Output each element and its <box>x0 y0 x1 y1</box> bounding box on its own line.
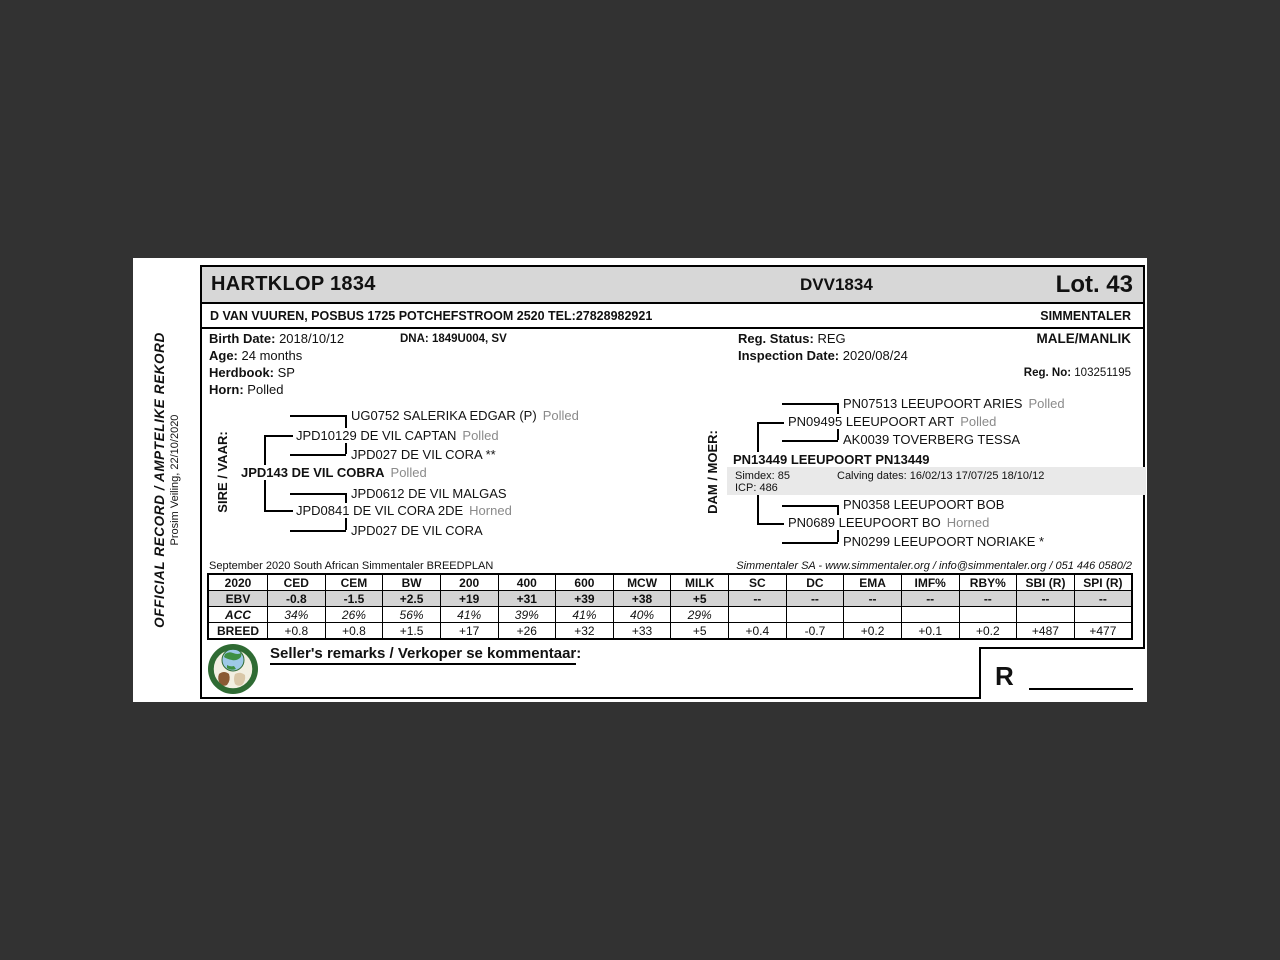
bp-cell: 39% <box>498 607 556 623</box>
sex-field: MALE/MANLIK <box>1036 331 1131 346</box>
bp-cell: +38 <box>613 591 671 607</box>
bp-cell: 41% <box>440 607 498 623</box>
pedigree-node-dam-granddam-dam: PN0299 LEEUPOORT NORIAKE * <box>842 534 1053 549</box>
dam-simdex: Simdex: 85 <box>735 470 791 482</box>
dam-name: PN13449 LEEUPOORT PN13449 <box>732 452 939 467</box>
bp-cell: +32 <box>556 623 614 640</box>
official-record-title: OFFICIAL RECORD / AMPTELIKE REKORD <box>151 332 167 628</box>
reg-status-field: Reg. Status: REG <box>738 331 846 346</box>
breedplan-caption: September 2020 South African Simmentaler BREEDPLAN <box>209 560 494 572</box>
pedigree-node-dam-sire: PN09495 LEEUPOORT ART Polled <box>787 414 999 429</box>
bp-cell: -- <box>959 591 1017 607</box>
bp-col-header: 600 <box>556 574 614 591</box>
bp-col-header: CEM <box>325 574 383 591</box>
sire-tree-label: SIRE / VAAR: <box>215 431 230 513</box>
bp-row-label: EBV <box>208 591 268 607</box>
pedigree-node-dam-dam: PN0689 LEEUPOORT BO Horned <box>787 515 992 530</box>
bp-col-header: DC <box>786 574 844 591</box>
pedigree-node-dam-grandsire-dam: AK0039 TOVERBERG TESSA <box>842 432 1029 447</box>
pedigree-node-sire-grandsire-dam: JPD027 DE VIL CORA ** <box>350 447 505 462</box>
price-write-in-line <box>1029 688 1133 690</box>
bp-cell: +33 <box>613 623 671 640</box>
price-currency-prefix: R <box>995 661 1014 691</box>
simmentaler-logo-icon <box>207 643 259 700</box>
dam-tree-label: DAM / MOER: <box>705 430 720 514</box>
herdbook-field: Herdbook: SP <box>209 365 295 380</box>
bp-cell: +31 <box>498 591 556 607</box>
dna-field: DNA: 1849U004, SV <box>400 333 507 345</box>
birth-date-field: Birth Date: 2018/10/12 <box>209 331 345 346</box>
reg-no-field: Reg. No: 103251195 <box>1023 367 1131 379</box>
bp-col-header: EMA <box>844 574 902 591</box>
bp-cell: +0.8 <box>268 623 326 640</box>
bp-cell <box>786 607 844 623</box>
bp-cell: +26 <box>498 623 556 640</box>
bp-cell: +1.5 <box>383 623 441 640</box>
inspection-date-field: Inspection Date: 2020/08/24 <box>738 348 908 363</box>
pedigree-node-sire-grandsire-sire: UG0752 SALERIKA EDGAR (P) Polled <box>350 408 582 423</box>
bp-cell <box>844 607 902 623</box>
bp-row-ebv <box>208 591 1132 607</box>
price-box <box>979 647 1145 699</box>
bp-cell <box>959 607 1017 623</box>
bp-row-breed <box>208 623 1132 640</box>
dam-icp: ICP: 486 <box>735 482 778 494</box>
bp-cell: -0.8 <box>268 591 326 607</box>
breedplan-table <box>207 573 1133 640</box>
bp-cell: 29% <box>671 607 729 623</box>
bp-cell: +0.1 <box>901 623 959 640</box>
bp-cell: 34% <box>268 607 326 623</box>
bp-cell: 26% <box>325 607 383 623</box>
bp-cell <box>901 607 959 623</box>
age-field: Age: 24 months <box>209 348 303 363</box>
horn-field: Horn: Polled <box>209 382 284 397</box>
bp-cell: -- <box>1074 591 1132 607</box>
animal-details <box>202 329 1143 397</box>
bp-col-header: SBI (R) <box>1017 574 1075 591</box>
bp-cell: +2.5 <box>383 591 441 607</box>
breedplan-caption-row <box>202 557 1143 573</box>
bp-row-label: BREED <box>208 623 268 640</box>
bp-col-header: BW <box>383 574 441 591</box>
bp-col-header: MILK <box>671 574 729 591</box>
dam-fertility-band <box>727 467 1146 495</box>
header-bar <box>202 267 1143 304</box>
bp-cell: +477 <box>1074 623 1132 640</box>
lot-number: Lot. 43 <box>1055 271 1133 298</box>
pedigree-node-sire-granddam-dam: JPD027 DE VIL CORA <box>350 523 492 538</box>
official-record-sidebar <box>133 258 199 702</box>
animal-code: DVV1834 <box>800 275 873 294</box>
bp-cell: 40% <box>613 607 671 623</box>
catalog-page <box>133 258 1147 702</box>
auction-date-label: Prosim Veiling, 22/10/2020 <box>168 414 181 546</box>
owner-row <box>202 304 1143 329</box>
owner-contact: D VAN VUUREN, POSBUS 1725 POTCHEFSTROOM 2520 TEL:27828982921 <box>210 308 653 323</box>
animal-name: HARTKLOP 1834 <box>211 273 376 295</box>
bp-cell: +0.8 <box>325 623 383 640</box>
bp-cell: 56% <box>383 607 441 623</box>
bp-cell: -1.5 <box>325 591 383 607</box>
footer-section <box>202 640 1143 699</box>
pedigree-node-dam-grandsire-sire: PN07513 LEEUPOORT ARIES Polled <box>842 396 1068 411</box>
bp-cell: +0.2 <box>959 623 1017 640</box>
bp-cell: +5 <box>671 623 729 640</box>
bp-cell: +19 <box>440 591 498 607</box>
bp-cell: +5 <box>671 591 729 607</box>
bp-col-header: RBY% <box>959 574 1017 591</box>
bp-col-header: CED <box>268 574 326 591</box>
bp-col-header: SPI (R) <box>1074 574 1132 591</box>
dam-calving-dates: Calving dates: 16/02/13 17/07/25 18/10/12 <box>837 470 1045 482</box>
bp-cell: +487 <box>1017 623 1075 640</box>
bp-cell: 41% <box>556 607 614 623</box>
pedigree-node-sire-granddam-sire: JPD0612 DE VIL MALGAS <box>350 486 516 501</box>
bp-cell: +0.4 <box>729 623 787 640</box>
bp-cell <box>1017 607 1075 623</box>
breed-name: SIMMENTALER <box>1040 308 1131 323</box>
bp-row-label: ACC <box>208 607 268 623</box>
bp-cell: -- <box>786 591 844 607</box>
bp-cell: +0.2 <box>844 623 902 640</box>
bp-cell: +39 <box>556 591 614 607</box>
bp-cell: -0.7 <box>786 623 844 640</box>
pedigree-node-sire-sire: JPD10129 DE VIL CAPTAN Polled <box>295 428 502 443</box>
bp-cell <box>729 607 787 623</box>
bp-cell: -- <box>844 591 902 607</box>
pedigree-section <box>202 394 1143 557</box>
simmentaler-contact: Simmentaler SA - www.simmentaler.org / info@simmentaler.org / 051 446 0580/2 <box>736 560 1132 572</box>
bp-cell <box>1074 607 1132 623</box>
bp-row-acc <box>208 607 1132 623</box>
seller-remarks-heading: Seller's remarks / Verkoper se kommentaar: <box>270 645 581 662</box>
bp-col-year: 2020 <box>208 574 268 591</box>
pedigree-node-dam-granddam-sire: PN0358 LEEUPOORT BOB <box>842 497 1013 512</box>
bp-col-header: SC <box>729 574 787 591</box>
bp-col-header: 400 <box>498 574 556 591</box>
bp-col-header: IMF% <box>901 574 959 591</box>
bp-cell: -- <box>901 591 959 607</box>
record-content <box>200 265 1145 699</box>
bp-cell: -- <box>1017 591 1075 607</box>
bp-cell: +17 <box>440 623 498 640</box>
sire-name: JPD143 DE VIL COBRA Polled <box>240 465 430 480</box>
bp-col-header: MCW <box>613 574 671 591</box>
bp-col-header: 200 <box>440 574 498 591</box>
pedigree-node-sire-dam: JPD0841 DE VIL CORA 2DE Horned <box>295 503 515 518</box>
bp-cell: -- <box>729 591 787 607</box>
